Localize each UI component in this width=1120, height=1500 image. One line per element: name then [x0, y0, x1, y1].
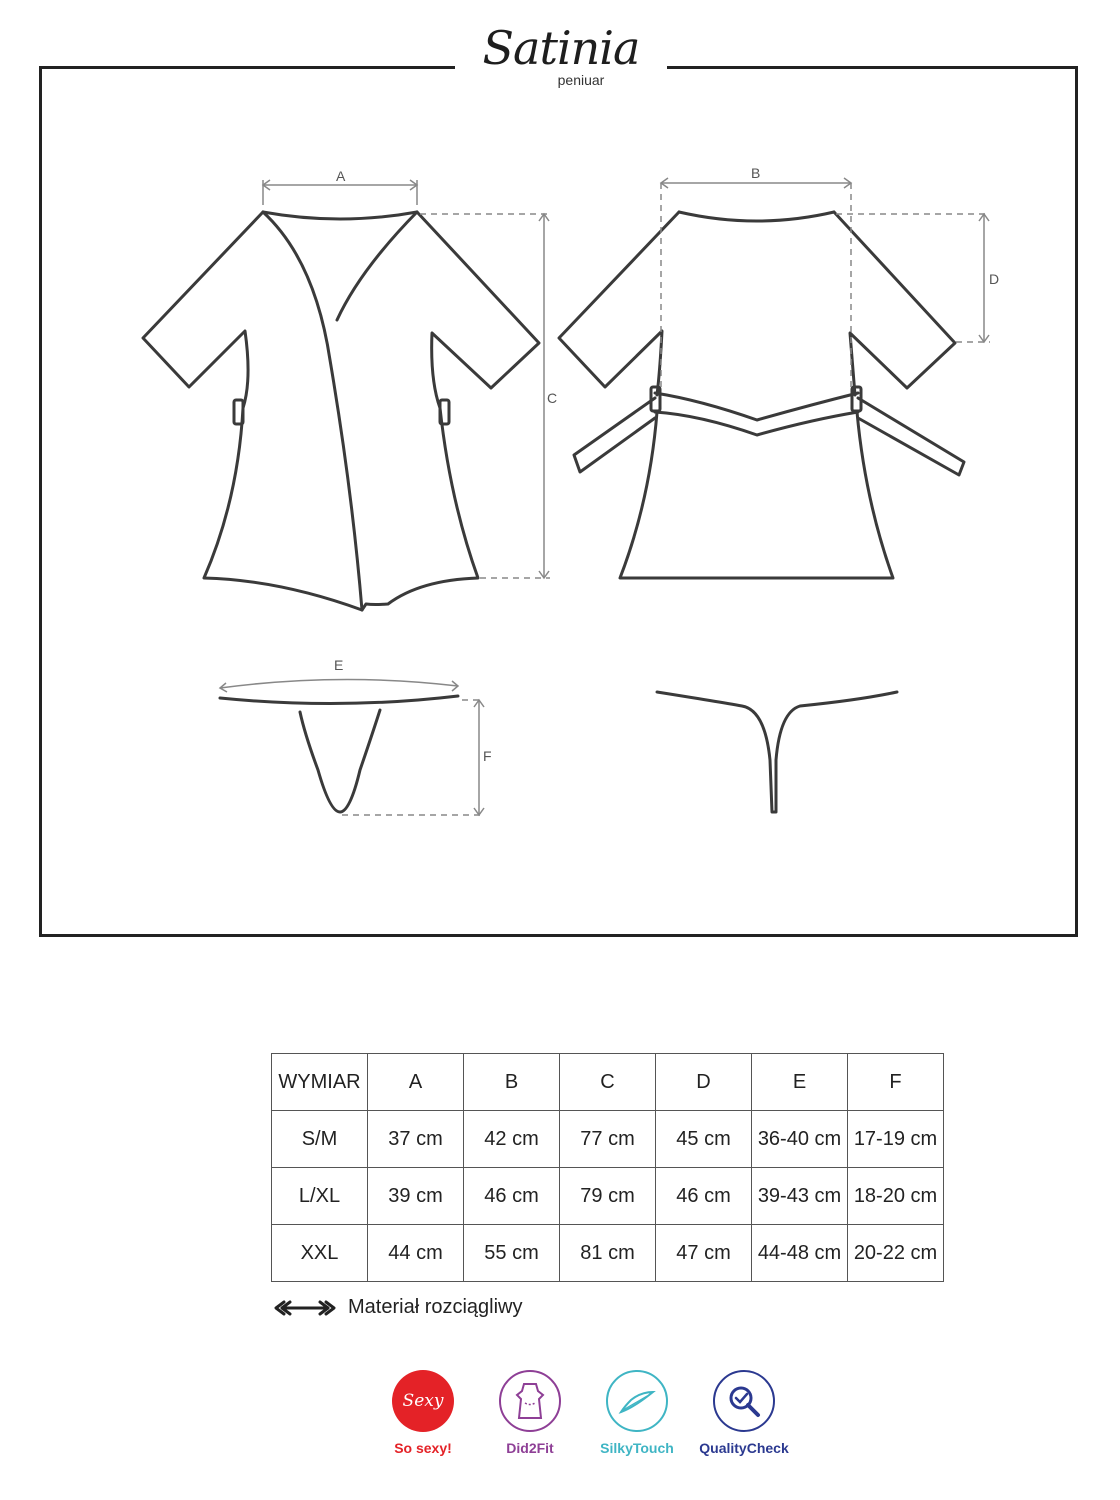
badge-label: Did2Fit [506, 1440, 554, 1456]
badge-did2fit [480, 1370, 580, 1456]
thong-back-drawing [657, 692, 897, 812]
double-arrow-icon [272, 1298, 338, 1318]
feather-icon [606, 1370, 668, 1432]
table-header-cell: F [848, 1054, 944, 1111]
badge-label: SilkyTouch [600, 1440, 674, 1456]
table-cell: 42 cm [464, 1111, 560, 1168]
table-cell: 37 cm [368, 1111, 464, 1168]
table-cell: 46 cm [656, 1168, 752, 1225]
size-table [271, 1053, 944, 1282]
brand-name: Satinia [482, 21, 640, 75]
table-cell: 77 cm [560, 1111, 656, 1168]
dimension-d-label: D [989, 271, 1000, 287]
table-cell: 45 cm [656, 1111, 752, 1168]
table-cell: 79 cm [560, 1168, 656, 1225]
table-cell: 47 cm [656, 1225, 752, 1282]
dimension-f-label: F [483, 748, 492, 764]
robe-back-drawing [559, 212, 964, 578]
table-cell: 44-48 cm [752, 1225, 848, 1282]
dress-icon [499, 1370, 561, 1432]
badge-silkytouch [587, 1370, 687, 1456]
badge-qualitycheck [694, 1370, 794, 1456]
dimension-c-label: C [547, 390, 558, 406]
table-cell: 44 cm [368, 1225, 464, 1282]
dimension-e-label: E [334, 657, 344, 673]
table-cell: 55 cm [464, 1225, 560, 1282]
badge-label: So sexy! [394, 1440, 452, 1456]
table-cell: 17-19 cm [848, 1111, 944, 1168]
table-header-cell: C [560, 1054, 656, 1111]
sexy-icon: Sexy [392, 1370, 454, 1432]
stretch-note-text: Materiał rozciągliwy [348, 1296, 523, 1318]
robe-front-drawing [143, 212, 539, 610]
table-header-row [272, 1054, 944, 1111]
table-cell: L/XL [272, 1168, 368, 1225]
dimension-a-label: A [336, 168, 346, 184]
table-cell: 20-22 cm [848, 1225, 944, 1282]
table-cell: 36-40 cm [752, 1111, 848, 1168]
dimension-c [420, 214, 550, 578]
table-cell: S/M [272, 1111, 368, 1168]
dimension-e [220, 679, 458, 692]
table-cell: 81 cm [560, 1225, 656, 1282]
stretch-note [272, 1296, 523, 1319]
badge-so-sexy [373, 1370, 473, 1456]
magnifier-check-icon [713, 1370, 775, 1432]
table-cell: XXL [272, 1225, 368, 1282]
badge-label: QualityCheck [699, 1440, 789, 1456]
table-header-cell: A [368, 1054, 464, 1111]
thong-front-drawing [220, 696, 458, 812]
table-header-cell: D [656, 1054, 752, 1111]
table-row [272, 1168, 944, 1225]
table-row [272, 1111, 944, 1168]
table-cell: 18-20 cm [848, 1168, 944, 1225]
table-header-cell: WYMIAR [272, 1054, 368, 1111]
dimension-b [661, 178, 851, 390]
table-cell: 39 cm [368, 1168, 464, 1225]
table-header-cell: E [752, 1054, 848, 1111]
table-cell: 39-43 cm [752, 1168, 848, 1225]
table-cell: 46 cm [464, 1168, 560, 1225]
dimension-b-label: B [751, 165, 761, 181]
brand-subtitle: peniuar [557, 72, 605, 88]
dimension-d [836, 214, 990, 342]
table-row [272, 1225, 944, 1282]
table-header-cell: B [464, 1054, 560, 1111]
